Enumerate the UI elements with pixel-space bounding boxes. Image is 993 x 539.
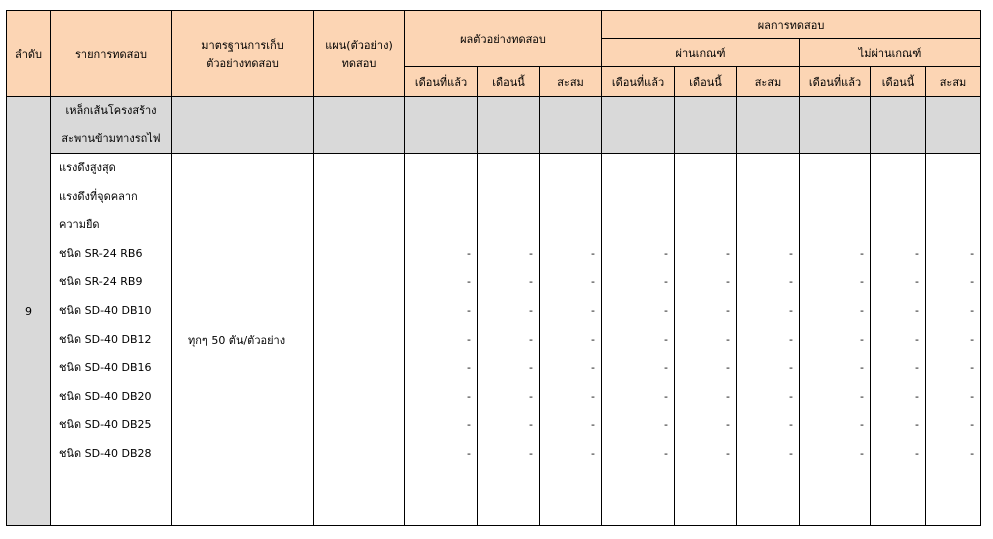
result-dash: - xyxy=(591,389,595,403)
spacer-line xyxy=(405,183,477,212)
spacer-line xyxy=(800,211,870,240)
spacer-line xyxy=(478,211,539,240)
result-dash: - xyxy=(860,332,864,346)
spacer-line xyxy=(926,183,980,212)
failed-last-month-col xyxy=(800,154,871,526)
result-dash: - xyxy=(915,303,919,317)
spacer-line xyxy=(478,154,539,183)
result-dash: - xyxy=(789,246,793,260)
header-plan-line2: ทดสอบ xyxy=(341,56,377,70)
result-dash: - xyxy=(664,246,668,260)
result-dash: - xyxy=(789,332,793,346)
header-standard xyxy=(172,11,314,97)
result-dash: - xyxy=(789,446,793,460)
bar-type-item: ชนิด SD-40 DB28 xyxy=(59,446,152,460)
header-samples-cumulative: สะสม xyxy=(540,67,602,97)
spacer-line xyxy=(737,183,799,212)
passed-last-month-col xyxy=(602,154,675,526)
samples-this-month-col xyxy=(478,154,540,526)
result-dash: - xyxy=(789,389,793,403)
spacer-line xyxy=(602,154,674,183)
spacer-line xyxy=(737,211,799,240)
spacer-line xyxy=(800,154,870,183)
header-standard-line1: มาตรฐานการเก็บ xyxy=(201,38,284,52)
bar-type-item: ชนิด SR-24 RB6 xyxy=(59,246,143,260)
result-dash: - xyxy=(726,332,730,346)
result-dash: - xyxy=(860,303,864,317)
result-dash: - xyxy=(529,389,533,403)
result-dash: - xyxy=(529,275,533,289)
section-cell xyxy=(405,97,478,154)
header-plan-line1: แผน(ตัวอย่าง) xyxy=(325,38,393,52)
spacer-line xyxy=(602,211,674,240)
test-items-cell xyxy=(51,154,172,526)
result-dash: - xyxy=(591,275,595,289)
section-cell xyxy=(478,97,540,154)
result-dash: - xyxy=(726,389,730,403)
result-dash: - xyxy=(591,246,595,260)
bar-type-item: ชนิด SR-24 RB9 xyxy=(59,275,143,289)
spacer-line xyxy=(871,211,925,240)
spacer-line xyxy=(405,211,477,240)
spacer-line xyxy=(675,154,736,183)
bar-type-item: ชนิด SD-40 DB25 xyxy=(59,418,152,432)
header-failed-this-month: เดือนนี้ xyxy=(871,67,926,97)
result-dash: - xyxy=(664,275,668,289)
spacer-line xyxy=(675,183,736,212)
result-dash: - xyxy=(467,275,471,289)
result-dash: - xyxy=(467,418,471,432)
section-cell xyxy=(675,97,737,154)
passed-cumulative-col xyxy=(737,154,800,526)
spacer-line xyxy=(540,183,601,212)
result-dash: - xyxy=(591,332,595,346)
section-title-line1: เหล็กเส้นโครงสร้าง xyxy=(65,104,157,117)
bar-type-item: ชนิด SD-40 DB12 xyxy=(59,332,152,346)
result-dash: - xyxy=(467,332,471,346)
result-dash: - xyxy=(915,418,919,432)
passed-this-month-col xyxy=(675,154,737,526)
section-standard-cell xyxy=(172,97,314,154)
section-cell xyxy=(926,97,981,154)
header-failed-last-month: เดือนที่แล้ว xyxy=(800,67,871,97)
spacer-line xyxy=(540,154,601,183)
result-dash: - xyxy=(970,303,975,317)
result-dash: - xyxy=(591,361,595,375)
result-dash: - xyxy=(915,446,919,460)
result-dash: - xyxy=(789,303,793,317)
result-dash: - xyxy=(726,361,730,375)
header-results-group: ผลการทดสอบ xyxy=(602,11,981,39)
spacer-line xyxy=(871,154,925,183)
result-dash: - xyxy=(529,332,533,346)
result-dash: - xyxy=(591,418,595,432)
result-dash: - xyxy=(860,361,864,375)
header-seq: ลำดับ xyxy=(7,11,51,97)
result-dash: - xyxy=(664,446,668,460)
result-dash: - xyxy=(664,303,668,317)
spacer-line xyxy=(675,211,736,240)
result-dash: - xyxy=(915,389,919,403)
section-title-line2: สะพานข้ามทางรถไฟ xyxy=(61,132,161,145)
result-dash: - xyxy=(789,418,793,432)
row-seq: 9 xyxy=(7,97,51,526)
result-dash: - xyxy=(529,418,533,432)
section-cell xyxy=(871,97,926,154)
result-dash: - xyxy=(860,275,864,289)
bar-type-item: ชนิด SD-40 DB20 xyxy=(59,389,152,403)
result-dash: - xyxy=(664,361,668,375)
spacer-line xyxy=(540,211,601,240)
spacer-line xyxy=(602,183,674,212)
result-dash: - xyxy=(726,446,730,460)
property-item: แรงดึงสูงสุด xyxy=(59,161,116,174)
bar-type-item: ชนิด SD-40 DB10 xyxy=(59,303,152,317)
result-dash: - xyxy=(970,389,975,403)
spacer-line xyxy=(478,183,539,212)
header-standard-line2: ตัวอย่างทดสอบ xyxy=(206,56,279,70)
header-plan xyxy=(314,11,405,97)
result-dash: - xyxy=(860,418,864,432)
section-plan-cell xyxy=(314,97,405,154)
section-cell xyxy=(737,97,800,154)
header-failed-cumulative: สะสม xyxy=(926,67,981,97)
spacer-line xyxy=(737,154,799,183)
result-dash: - xyxy=(529,303,533,317)
result-dash: - xyxy=(726,418,730,432)
result-dash: - xyxy=(467,389,471,403)
header-failed: ไม่ผ่านเกณฑ์ xyxy=(800,39,981,67)
spacer-line xyxy=(871,183,925,212)
samples-last-month-col xyxy=(405,154,478,526)
property-item: ความยืด xyxy=(59,218,100,232)
sampling-standard-cell: ทุกๆ 50 ตัน/ตัวอย่าง xyxy=(172,154,314,526)
result-dash: - xyxy=(467,446,471,460)
result-dash: - xyxy=(915,246,919,260)
spacer-line xyxy=(926,211,980,240)
header-test-item: รายการทดสอบ xyxy=(51,11,172,97)
plan-cell xyxy=(314,154,405,526)
result-dash: - xyxy=(529,246,533,260)
bar-type-item: ชนิด SD-40 DB16 xyxy=(59,361,152,375)
result-dash: - xyxy=(970,246,975,260)
failed-this-month-col xyxy=(871,154,926,526)
result-dash: - xyxy=(789,361,793,375)
result-dash: - xyxy=(860,389,864,403)
result-dash: - xyxy=(591,446,595,460)
property-item: แรงดึงที่จุดคลาก xyxy=(59,189,138,203)
spacer-line xyxy=(405,154,477,183)
result-dash: - xyxy=(726,246,730,260)
section-cell xyxy=(602,97,675,154)
result-dash: - xyxy=(664,332,668,346)
samples-cumulative-col xyxy=(540,154,602,526)
spacer-line xyxy=(926,154,980,183)
section-cell xyxy=(540,97,602,154)
result-dash: - xyxy=(970,418,975,432)
result-dash: - xyxy=(860,246,864,260)
result-dash: - xyxy=(915,332,919,346)
header-passed-this-month: เดือนนี้ xyxy=(675,67,737,97)
result-dash: - xyxy=(860,446,864,460)
result-dash: - xyxy=(467,246,471,260)
header-passed: ผ่านเกณฑ์ xyxy=(602,39,800,67)
result-dash: - xyxy=(970,332,975,346)
section-title xyxy=(51,97,172,154)
header-passed-cumulative: สะสม xyxy=(737,67,800,97)
failed-cumulative-col xyxy=(926,154,981,526)
result-dash: - xyxy=(915,361,919,375)
result-dash: - xyxy=(529,361,533,375)
header-passed-last-month: เดือนที่แล้ว xyxy=(602,67,675,97)
result-dash: - xyxy=(915,275,919,289)
result-dash: - xyxy=(664,418,668,432)
header-samples-this-month: เดือนนี้ xyxy=(478,67,540,97)
section-cell xyxy=(800,97,871,154)
result-dash: - xyxy=(970,361,975,375)
result-dash: - xyxy=(529,446,533,460)
result-dash: - xyxy=(789,275,793,289)
result-dash: - xyxy=(467,303,471,317)
result-dash: - xyxy=(467,361,471,375)
spacer-line xyxy=(800,183,870,212)
header-samples-last-month: เดือนที่แล้ว xyxy=(405,67,478,97)
result-dash: - xyxy=(726,275,730,289)
test-results-table xyxy=(6,10,981,526)
result-dash: - xyxy=(726,303,730,317)
result-dash: - xyxy=(591,303,595,317)
result-dash: - xyxy=(970,275,975,289)
result-dash: - xyxy=(664,389,668,403)
header-samples-group: ผลตัวอย่างทดสอบ xyxy=(405,11,602,67)
result-dash: - xyxy=(970,446,975,460)
